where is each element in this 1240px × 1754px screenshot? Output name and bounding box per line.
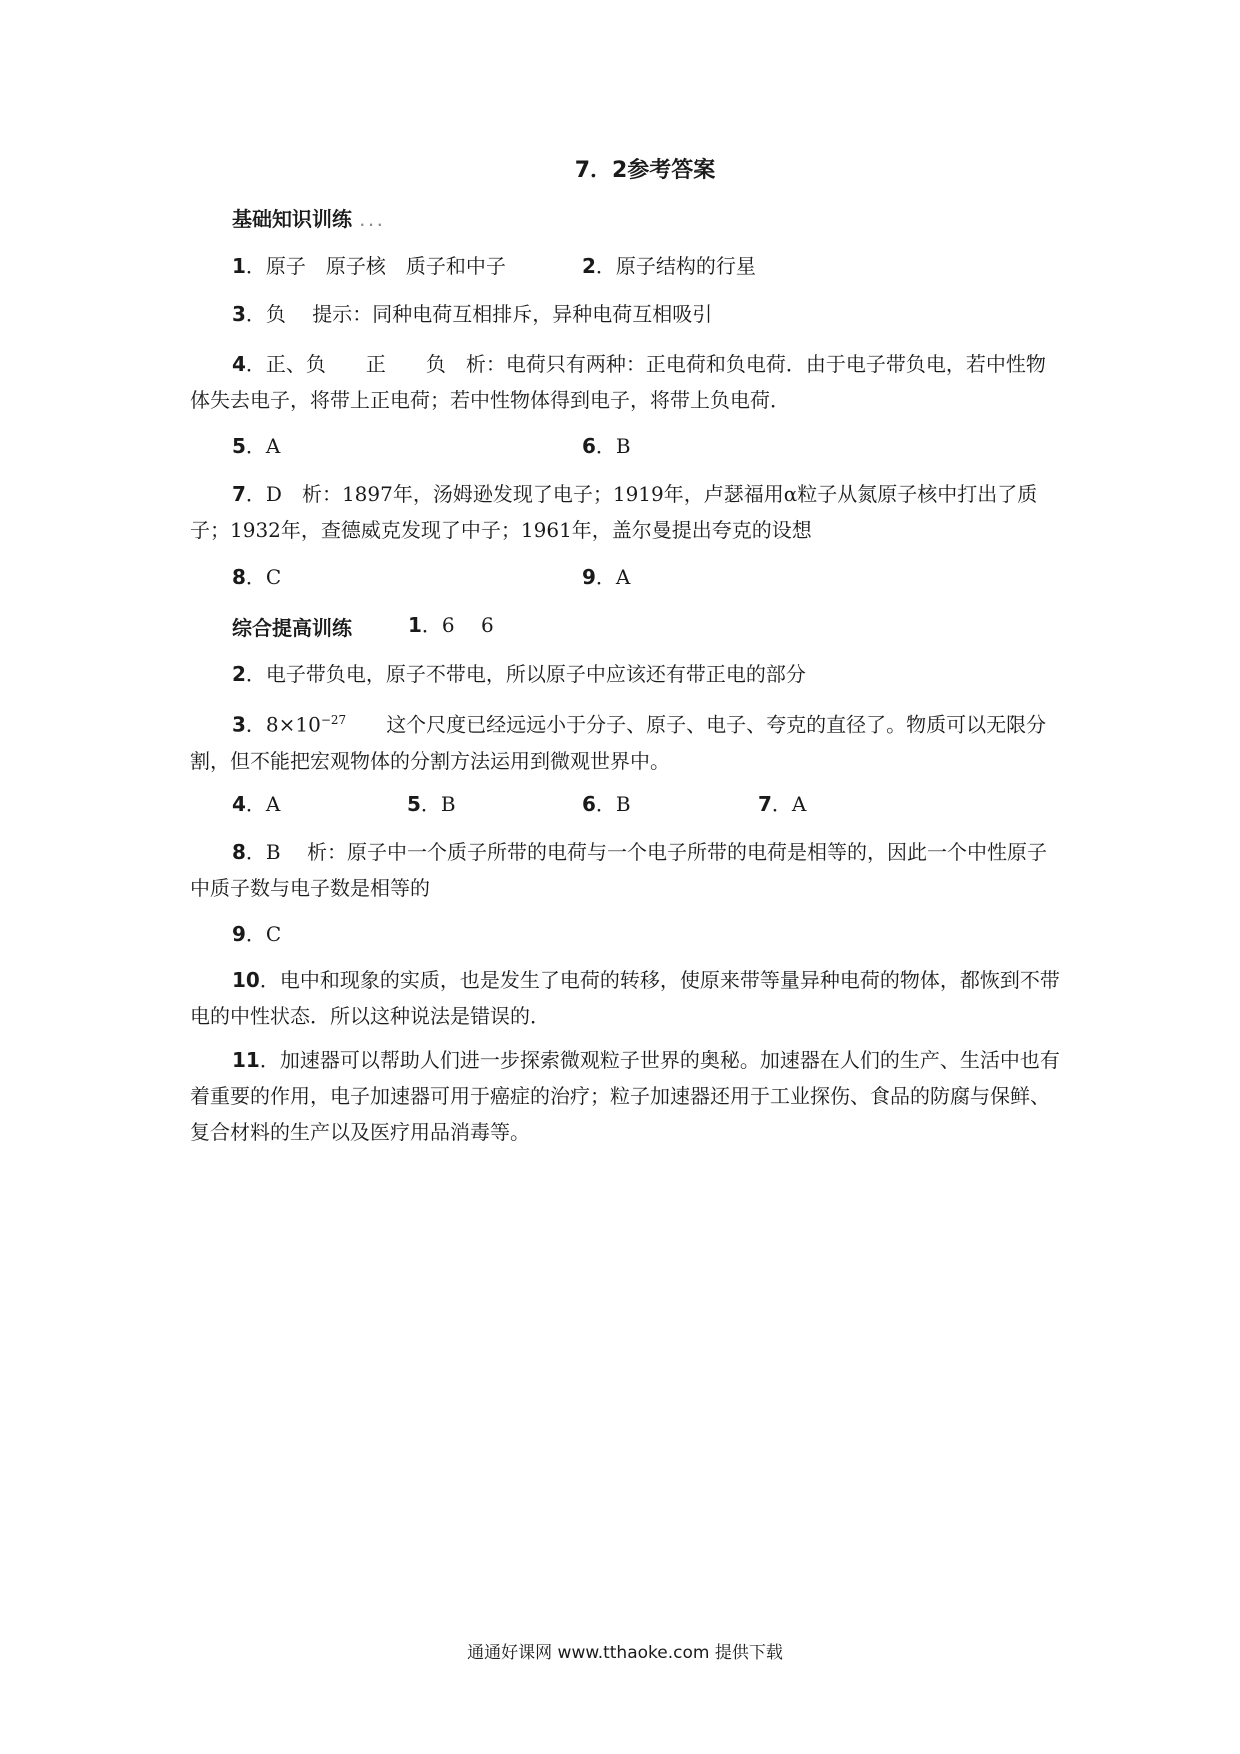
answer-2-11: 11．加速器可以帮助人们进一步探索微观粒子世界的奥秘。加速器在人们的生产、生活中也有着重要的作用，电子加速器可用于癌症的治疗；粒子加速器还用于工业探伤、食品的防腐与保鲜、复合材料的生产以及医疗用品消毒等。 [190, 1048, 1060, 1144]
page-title: 7．2参考答案 [574, 158, 716, 183]
answer-7: 7．D 析：1897年，汤姆逊发现了电子；1919年，卢瑟福用α粒子从氮原子核中打出了质子；1932年，查德威克发现了中子；1961年，盖尔曼提出夸克的设想 [190, 482, 1038, 542]
section-heading-advanced: 综合提高训练 [232, 616, 352, 640]
answer-2-9: 9．C [232, 922, 282, 946]
answer-2-4: 4．A [232, 792, 281, 816]
answer-2-3: 3．$8\times 10^{-27}$ 这个尺度已经远远小于分子、原子、电子、夸克的直径了。物质可以无限分割，但不能把宏观物体的分割方法运用到微观世界中。 [190, 712, 1047, 773]
answer-2-8: 8．B 析：原子中一个质子所带的电荷与一个电子所带的电荷是相等的，因此一个中性原子中质子数与电子数是相等的 [190, 840, 1047, 900]
answer-3: 3．负 提示：同种电荷互相排斥，异种电荷互相吸引 [232, 302, 713, 326]
answer-2-6: 6．B [582, 792, 631, 816]
answer-1: 1．原子 原子核 质子和中子 [232, 254, 506, 278]
answer-2-7: 7．A [758, 792, 807, 816]
answer-2-5: 5．B [407, 792, 456, 816]
answer-5: 5．A [232, 434, 281, 458]
answer-2-10: 10．电中和现象的实质，也是发生了电荷的转移，使原来带等量异种电荷的物体，都恢到不带电的中性状态．所以这种说法是错误的． [190, 968, 1060, 1028]
answer-2: 2．原子结构的行星 [582, 254, 756, 278]
page-footer: 通通好课网 www.tthaoke.com 提供下载 [467, 1643, 783, 1663]
section-heading-basic: 基础知识训练 . . . [232, 207, 383, 231]
answer-2-2: 2．电子带负电，原子不带电，所以原子中应该还有带正电的部分 [232, 662, 806, 686]
answer-8: 8．C [232, 565, 282, 589]
answer-4: 4．正、负 正 负 析：电荷只有两种：正电荷和负电荷．由于电子带负电，若中性物体失去电子，将带上正电荷；若中性物体得到电子，将带上负电荷． [190, 352, 1046, 412]
answer-6: 6．B [582, 434, 631, 458]
answer-9: 9．A [582, 565, 631, 589]
answer-2-1: 1．6 6 [408, 613, 494, 637]
